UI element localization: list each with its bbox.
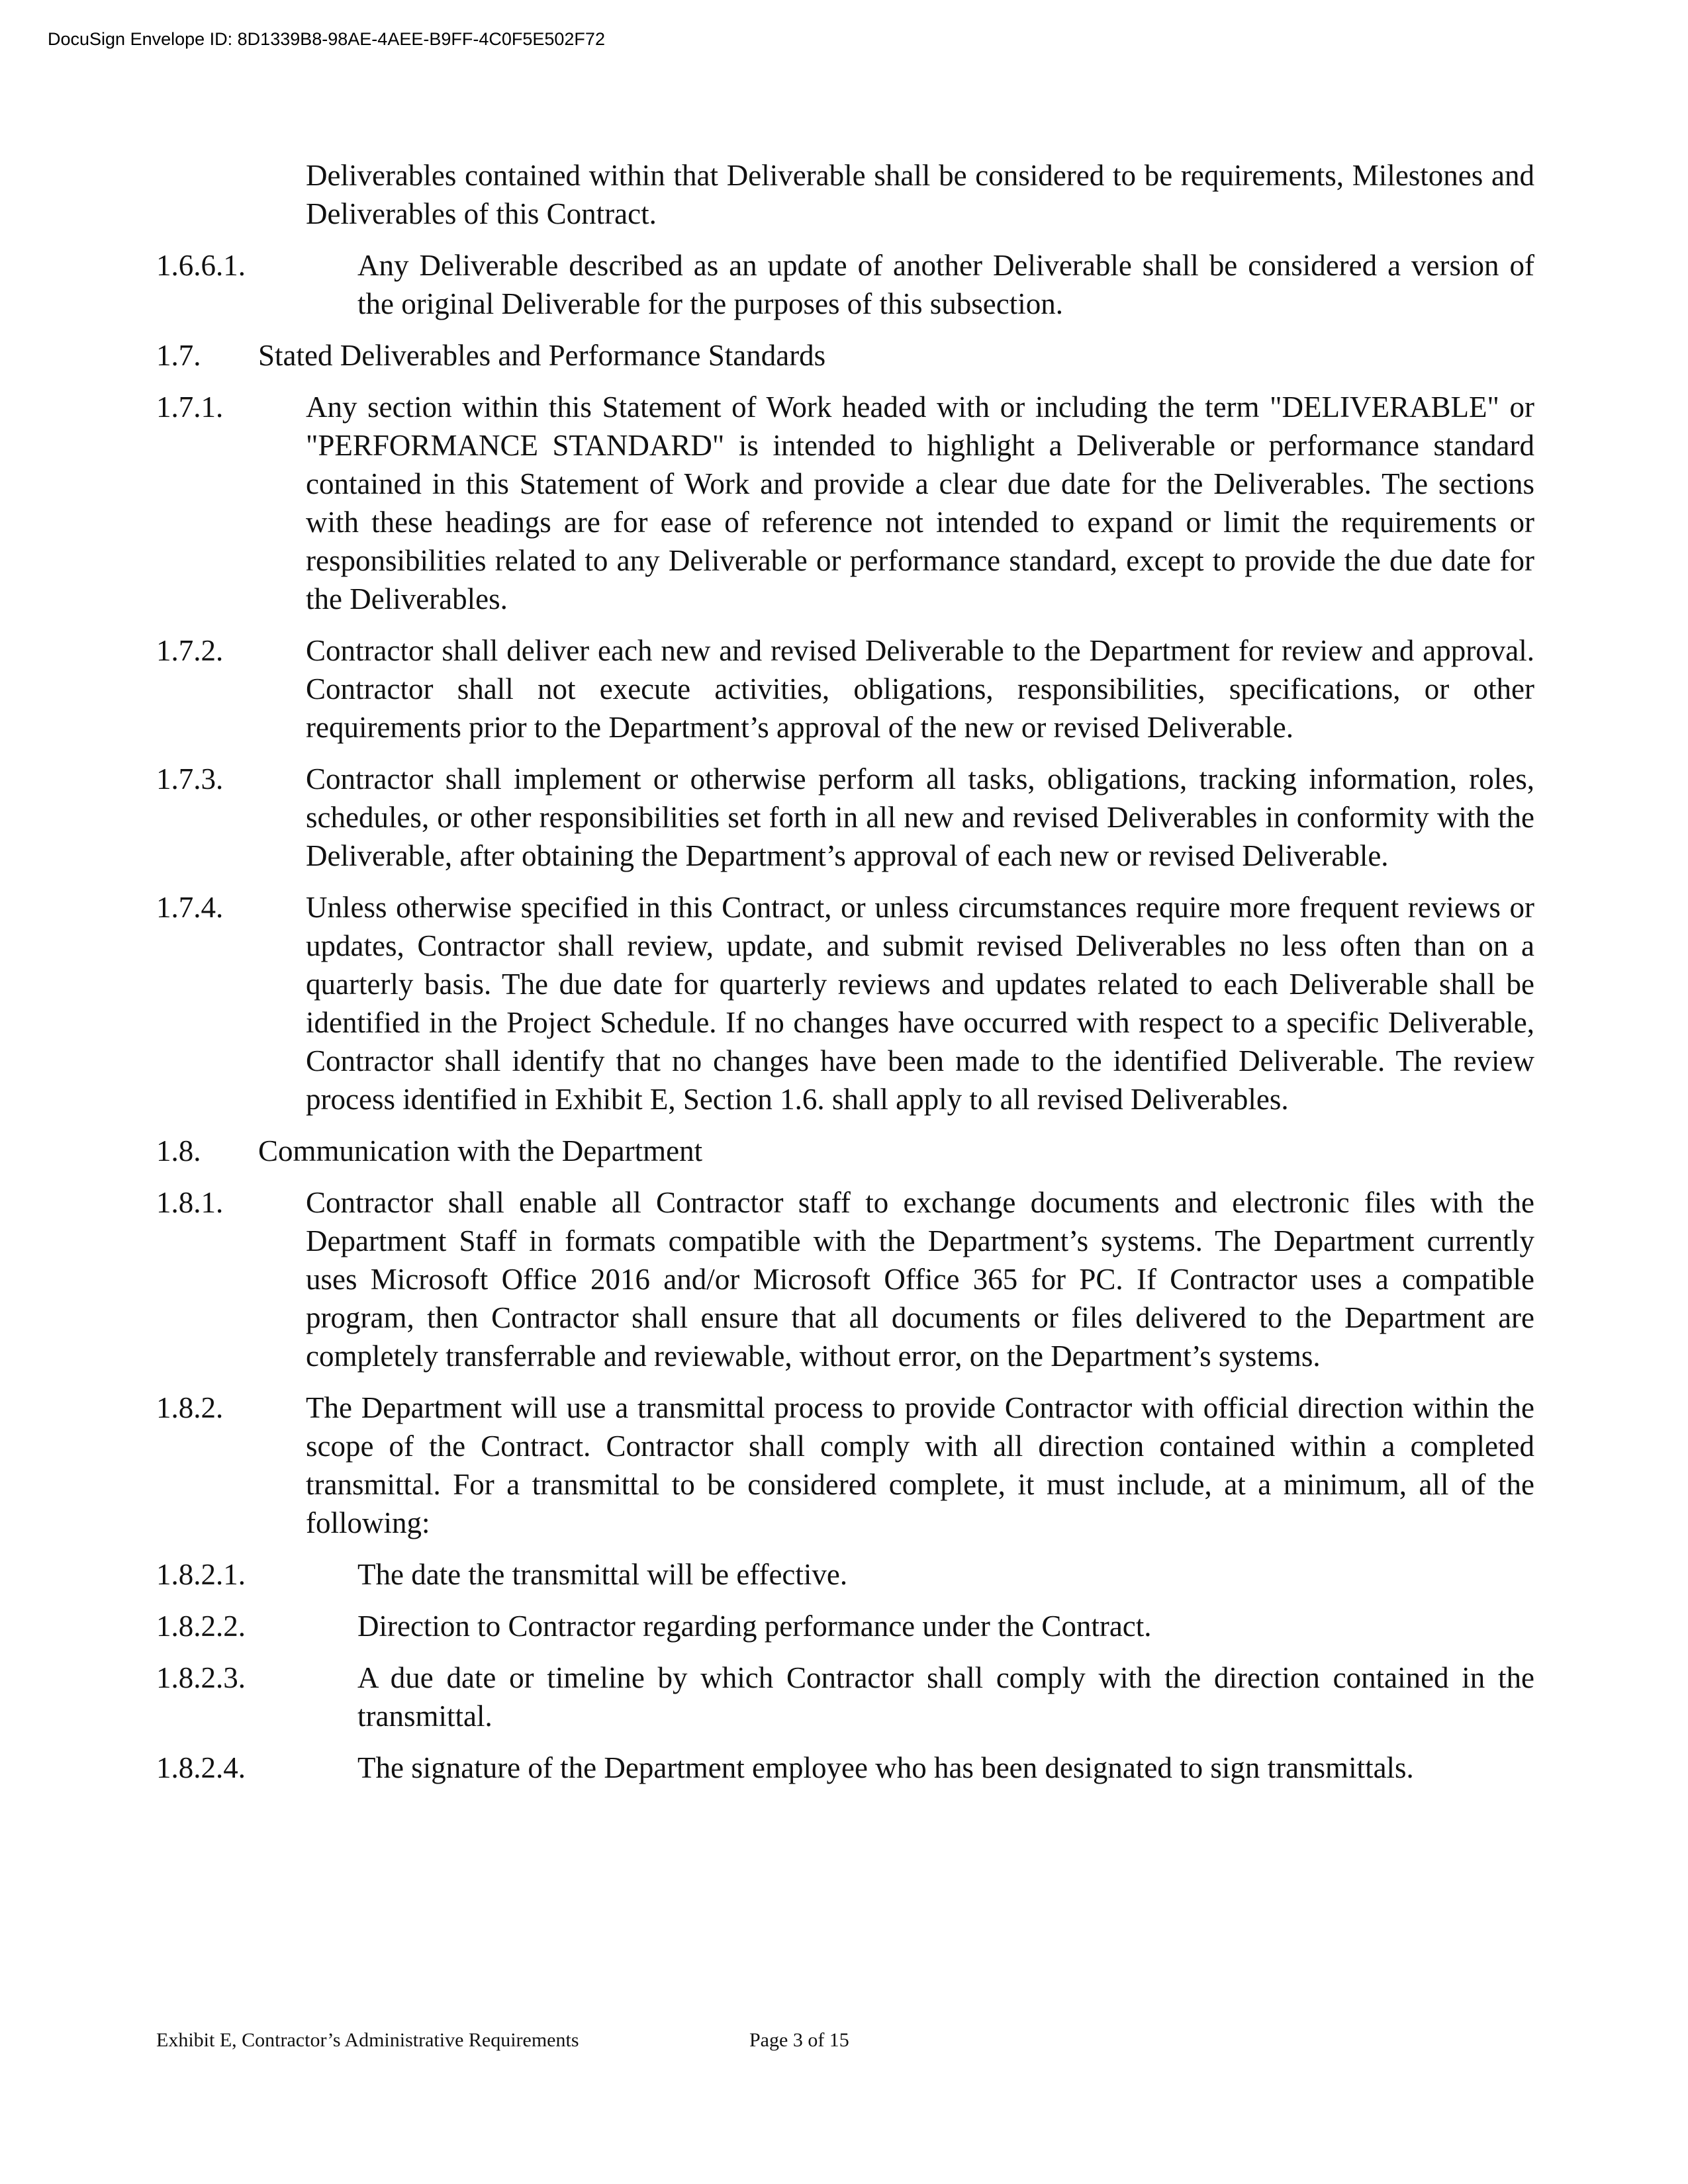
footer-exhibit-title: Exhibit E, Contractor’s Administrative Requirements <box>156 2029 579 2051</box>
paragraph-1-6-6-1 <box>156 246 1534 323</box>
paragraph-text: The Department will use a transmittal process to provide Contractor with official direction within the scope of the Contract. Contractor shall comply with all direction contained within a completed transmittal. For a transmittal to be considered complete, it must include, at a minimum, all of the following: <box>306 1391 1534 1539</box>
paragraph-number: 1.7.1. <box>156 390 224 424</box>
paragraph-text: Contractor shall enable all Contractor staff to exchange documents and electronic files with the Department Staff in formats compatible with the Department’s systems. The Department currently uses Microsoft Office 2016 and/or Microsoft Office 365 for PC. If Contractor uses a compatible program, then Contractor shall ensure that all documents or files delivered to the Department are completely transferrable and reviewable, without error, on the Department’s systems. <box>306 1186 1534 1373</box>
paragraph-number: 1.6.6.1. <box>156 249 246 282</box>
paragraph-text: Deliverables contained within that Deliverable shall be considered to be requirements, Milestones and Deliverables of this Contract. <box>306 159 1534 230</box>
section-heading-1-8 <box>156 1132 1534 1170</box>
paragraph-number: 1.7.3. <box>156 762 224 796</box>
section-number: 1.8. <box>156 1134 201 1167</box>
paragraph-1-8-2-3 <box>156 1659 1534 1735</box>
paragraph-1-7-2 <box>156 631 1534 747</box>
paragraph-1-8-1 <box>156 1183 1534 1375</box>
paragraph-number: 1.7.4. <box>156 891 224 924</box>
paragraph-text: Direction to Contractor regarding performance under the Contract. <box>357 1610 1152 1643</box>
paragraph-text: Unless otherwise specified in this Contract, or unless circumstances require more frequent reviews or updates, Contractor shall review, update, and submit revised Deliverables no less often than on a quarterly basis. The due date for quarterly reviews and updates related to each Deliverable shall be identified in the Project Schedule. If no changes have occurred with respect to a specific Deliverable, Contractor shall identify that no changes have been made to the identified Deliverable. The review process identified in Exhibit E, Section 1.6. shall apply to all revised Deliverables. <box>306 891 1534 1116</box>
docusign-envelope-id: DocuSign Envelope ID: 8D1339B8-98AE-4AEE-B9FF-4C0F5E502F72 <box>48 29 605 49</box>
section-title: Stated Deliverables and Performance Standards <box>258 339 826 372</box>
paragraph-1-8-2-2 <box>156 1607 1534 1645</box>
footer-page-number: Page 3 of 15 <box>749 2029 849 2051</box>
paragraph-number: 1.8.2.2. <box>156 1610 246 1643</box>
paragraph-number: 1.8.2.1. <box>156 1558 246 1591</box>
paragraph-1-8-2-4 <box>156 1749 1534 1787</box>
page-footer <box>156 2029 849 2052</box>
paragraph-text: Any section within this Statement of Work headed with or including the term "DELIVERABLE" or "PERFORMANCE STANDARD" is intended to highlight a Deliverable or performance standard contained in this Statement of Work and provide a clear due date for the Deliverables. The sections with these headings are for ease of reference not intended to expand or limit the requirements or responsibilities related to any Deliverable or performance standard, except to provide the due date for the Deliverables. <box>306 390 1534 615</box>
paragraph-number: 1.8.2.3. <box>156 1661 246 1694</box>
paragraph-number: 1.8.2. <box>156 1391 224 1424</box>
paragraph-1-8-2-1 <box>156 1555 1534 1594</box>
paragraph-text: Contractor shall implement or otherwise perform all tasks, obligations, tracking information, roles, schedules, or other responsibilities set forth in all new and revised Deliverables in conformity with the Deliverable, after obtaining the Department’s approval of each new or revised Deliverable. <box>306 762 1534 872</box>
paragraph-1-7-1 <box>156 388 1534 618</box>
paragraph-1-7-3 <box>156 760 1534 875</box>
paragraph-text: The signature of the Department employee who has been designated to sign transmittals. <box>357 1751 1414 1784</box>
paragraph-text: A due date or timeline by which Contractor shall comply with the direction contained in the transmittal. <box>357 1661 1534 1733</box>
document-body <box>156 156 1534 1800</box>
paragraph-number: 1.8.2.4. <box>156 1751 246 1784</box>
paragraph-text: Contractor shall deliver each new and revised Deliverable to the Department for review and approval. Contractor shall not execute activities, obligations, responsibilities, specifications, or other requirements prior to the Department’s approval of the new or revised Deliverable. <box>306 634 1534 744</box>
section-title: Communication with the Department <box>258 1134 703 1167</box>
paragraph-text: The date the transmittal will be effective. <box>357 1558 848 1591</box>
paragraph-1-7-4 <box>156 888 1534 1118</box>
paragraph-number: 1.7.2. <box>156 634 224 667</box>
paragraph-continuation <box>156 156 1534 233</box>
paragraph-1-8-2 <box>156 1388 1534 1542</box>
paragraph-text: Any Deliverable described as an update of another Deliverable shall be considered a version of the original Deliverable for the purposes of this subsection. <box>357 249 1534 320</box>
section-number: 1.7. <box>156 339 201 372</box>
section-heading-1-7 <box>156 336 1534 375</box>
paragraph-number: 1.8.1. <box>156 1186 224 1219</box>
